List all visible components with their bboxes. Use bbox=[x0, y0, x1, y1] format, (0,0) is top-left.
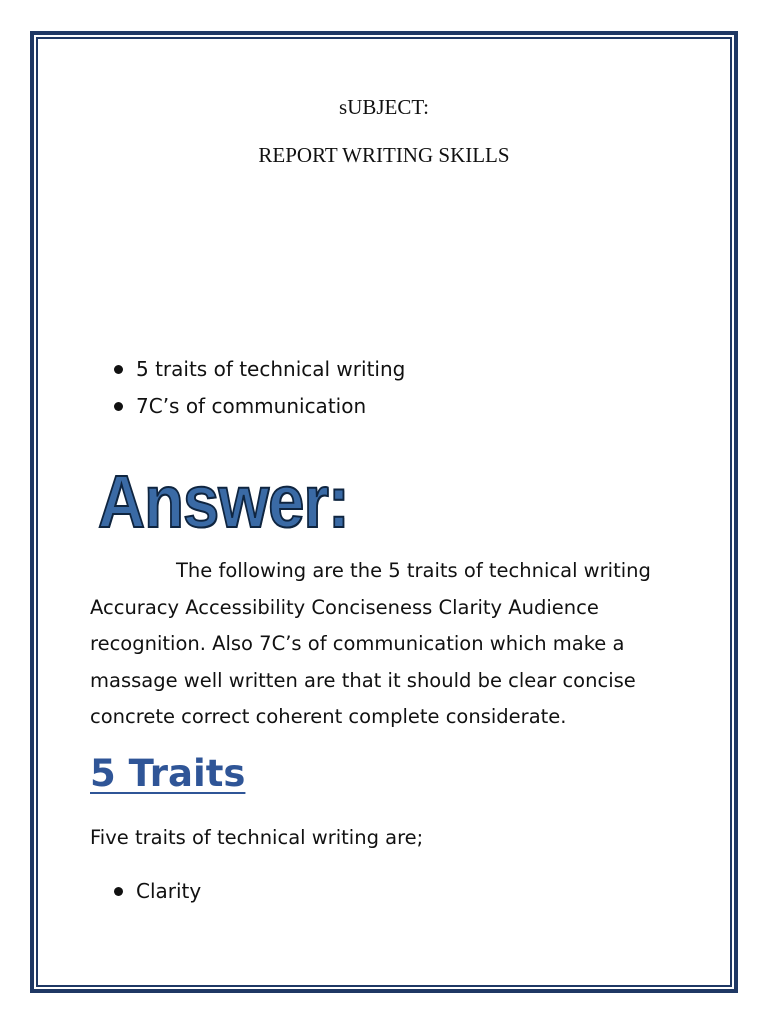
subject-label: sUBJECT: bbox=[339, 95, 429, 119]
trait-item: Clarity bbox=[110, 876, 201, 913]
answer-paragraph: The following are the 5 traits of technical writing Accuracy Accessibility Conciseness Clarity Audience recognition. Also 7C’s of communication which make a massage well written are that it should be clear concise concrete correct coherent complete considerate. bbox=[90, 559, 651, 728]
topic-item: 5 traits of technical writing bbox=[110, 354, 405, 391]
answer-wordart: Answer: bbox=[98, 460, 349, 543]
traits-list bbox=[110, 876, 201, 913]
subject-title: REPORT WRITING SKILLS bbox=[258, 143, 510, 167]
traits-heading: 5 Traits bbox=[90, 752, 246, 795]
traits-lead: Five traits of technical writing are; bbox=[90, 826, 424, 849]
topic-item: 7C’s of communication bbox=[110, 391, 405, 428]
topics-list bbox=[110, 354, 405, 428]
